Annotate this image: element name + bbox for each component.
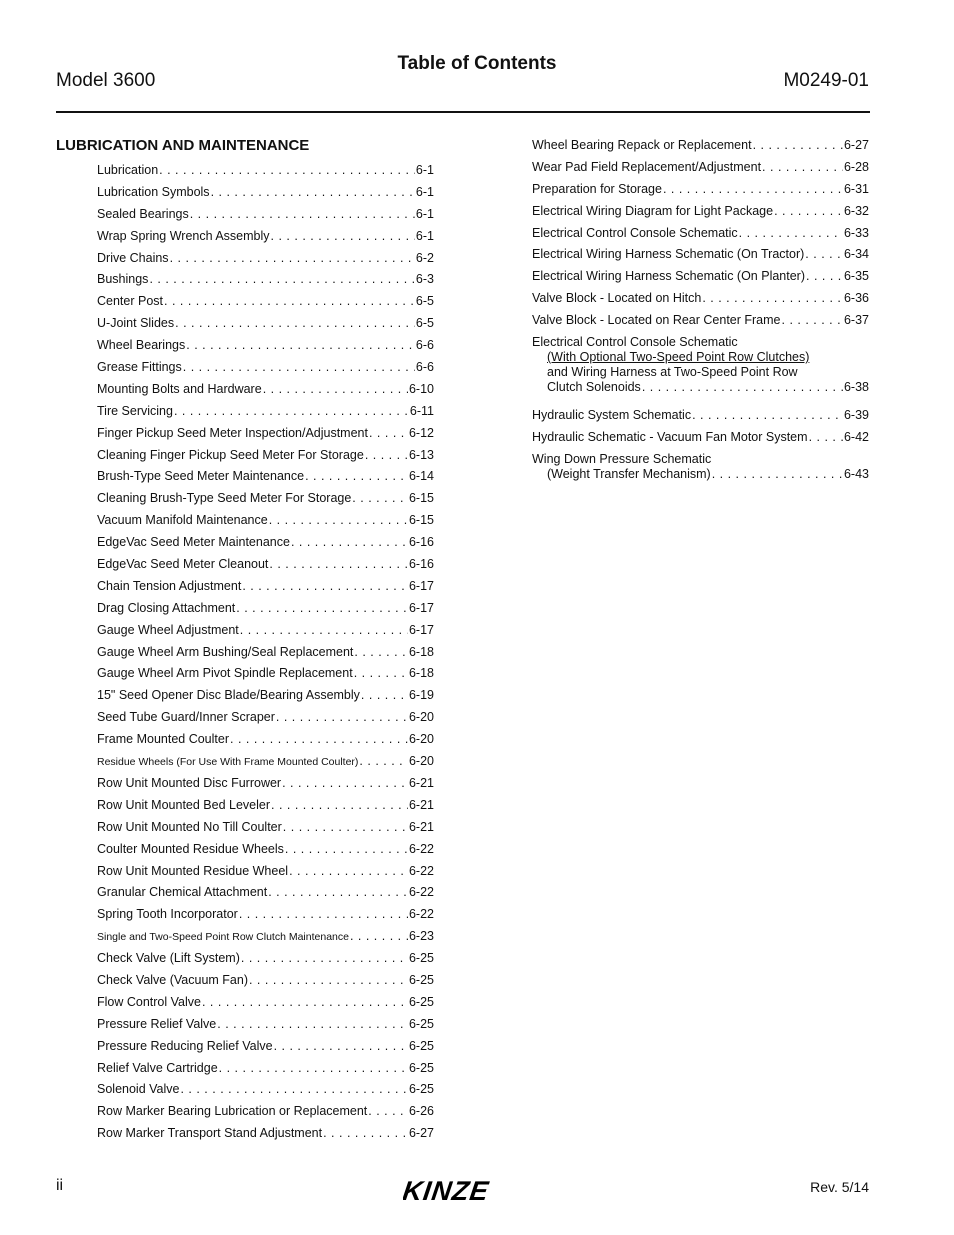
toc-entry-title: Spring Tooth Incorporator bbox=[97, 907, 238, 922]
dot-leader bbox=[753, 135, 843, 155]
toc-entry-page: 6-16 bbox=[408, 557, 434, 572]
toc-entry-page: 6-25 bbox=[408, 1060, 434, 1075]
toc-entry-page: 6-15 bbox=[408, 513, 434, 528]
toc-entry[interactable] bbox=[97, 248, 434, 270]
toc-entry-title: Chain Tension Adjustment bbox=[97, 578, 242, 593]
toc-entry[interactable] bbox=[97, 948, 434, 970]
toc-entry-title: Coulter Mounted Residue Wheels bbox=[97, 841, 284, 856]
toc-entry-page: 6-35 bbox=[843, 269, 869, 284]
toc-entry-page: 6-25 bbox=[408, 994, 434, 1009]
toc-entry-page: 6-22 bbox=[408, 863, 434, 878]
toc-entry-page: 6-25 bbox=[408, 1082, 434, 1097]
toc-entry-page: 6-27 bbox=[408, 1126, 434, 1141]
toc-entry[interactable] bbox=[97, 926, 434, 948]
toc-entry-title: Row Unit Mounted Disc Furrower bbox=[97, 775, 282, 790]
toc-entry[interactable] bbox=[97, 1014, 434, 1036]
toc-entry-page: 6-20 bbox=[408, 710, 434, 725]
dot-leader bbox=[164, 291, 415, 311]
toc-left-column bbox=[97, 160, 434, 1145]
toc-entry-title: Finger Pickup Seed Meter Inspection/Adjustment bbox=[97, 425, 368, 440]
toc-entry-page: 6-20 bbox=[408, 732, 434, 747]
toc-entry[interactable] bbox=[532, 332, 869, 401]
toc-entry-page: 6-43 bbox=[843, 466, 869, 481]
toc-entry[interactable] bbox=[97, 291, 434, 313]
toc-entry-page: 6-28 bbox=[843, 159, 869, 174]
toc-entry-page: 6-34 bbox=[843, 247, 869, 262]
toc-entry-title: Cleaning Finger Pickup Seed Meter For Storage bbox=[97, 447, 364, 462]
toc-entry-page: 6-3 bbox=[415, 272, 434, 287]
kinze-logo bbox=[403, 1176, 523, 1211]
toc-entry-title: Frame Mounted Coulter bbox=[97, 732, 230, 747]
toc-entry-title: Hydraulic System Schematic bbox=[532, 408, 692, 423]
toc-entry-title: Cleaning Brush-Type Seed Meter For Storage bbox=[97, 491, 352, 506]
toc-entry-page: 6-31 bbox=[843, 181, 869, 196]
dot-leader bbox=[180, 1079, 408, 1099]
section-heading: LUBRICATION AND MAINTENANCE bbox=[56, 137, 310, 154]
toc-entry-page: 6-23 bbox=[408, 929, 434, 944]
toc-entry[interactable] bbox=[97, 226, 434, 248]
toc-entry-page: 6-5 bbox=[415, 316, 434, 331]
toc-entry-page: 6-5 bbox=[415, 294, 434, 309]
toc-entry-page: 6-33 bbox=[843, 225, 869, 240]
toc-entry[interactable] bbox=[97, 160, 434, 182]
dot-leader bbox=[642, 380, 843, 395]
dot-leader bbox=[190, 204, 415, 224]
toc-entry[interactable] bbox=[97, 642, 434, 664]
dot-leader bbox=[183, 357, 415, 377]
toc-entry[interactable] bbox=[532, 310, 869, 332]
toc-entry[interactable] bbox=[97, 598, 434, 620]
toc-entry-title: Pressure Reducing Relief Valve bbox=[97, 1038, 273, 1053]
dot-leader bbox=[149, 269, 414, 289]
toc-entry-title: Wheel Bearing Repack or Replacement bbox=[532, 138, 752, 152]
toc-entry-page: 6-20 bbox=[408, 754, 434, 769]
toc-entry-title: Brush-Type Seed Meter Maintenance bbox=[97, 469, 305, 484]
toc-entry-page: 6-12 bbox=[408, 425, 434, 440]
dot-leader bbox=[354, 663, 408, 683]
dot-leader bbox=[249, 970, 408, 990]
dot-leader bbox=[712, 467, 843, 482]
toc-entry-title: Granular Chemical Attachment bbox=[97, 885, 268, 900]
toc-entry-page: 6-1 bbox=[415, 184, 434, 199]
toc-entry-page: 6-1 bbox=[415, 163, 434, 177]
toc-entry-title: Seed Tube Guard/Inner Scraper bbox=[97, 710, 275, 725]
toc-entry[interactable] bbox=[97, 532, 434, 554]
dot-leader bbox=[242, 576, 408, 596]
toc-entry-title: Gauge Wheel Arm Bushing/Seal Replacement bbox=[97, 644, 354, 659]
toc-entry-title: Row Marker Bearing Lubrication or Replacement bbox=[97, 1104, 368, 1119]
dot-leader bbox=[174, 401, 409, 421]
toc-entry[interactable] bbox=[97, 1058, 434, 1080]
toc-entry[interactable] bbox=[97, 401, 434, 423]
toc-entry-page: 6-17 bbox=[408, 600, 434, 615]
toc-entry-page: 6-37 bbox=[843, 313, 869, 328]
toc-entry-subtitle: (With Optional Two-Speed Point Row Clutches) bbox=[547, 350, 810, 365]
dot-leader bbox=[271, 226, 415, 246]
toc-entry-title: Tire Servicing bbox=[97, 403, 173, 418]
toc-entry-title: Vacuum Manifold Maintenance bbox=[97, 513, 268, 528]
dot-leader bbox=[217, 1014, 408, 1034]
toc-entry-page: 6-42 bbox=[843, 429, 869, 444]
toc-entry-title: Check Valve (Vacuum Fan) bbox=[97, 972, 248, 987]
toc-entry-title: EdgeVac Seed Meter Cleanout bbox=[97, 557, 269, 572]
dot-leader bbox=[175, 313, 415, 333]
toc-entry[interactable] bbox=[97, 379, 434, 401]
toc-entry-page: 6-32 bbox=[843, 203, 869, 218]
dot-leader bbox=[289, 861, 408, 881]
dot-leader bbox=[239, 904, 408, 924]
toc-entry[interactable] bbox=[97, 882, 434, 904]
toc-entry[interactable] bbox=[97, 335, 434, 357]
toc-entry[interactable] bbox=[532, 427, 869, 449]
dot-leader bbox=[170, 248, 415, 268]
toc-entry-title: Electrical Wiring Harness Schematic (On Tractor) bbox=[532, 247, 805, 262]
toc-entry-subtitle: Clutch Solenoids bbox=[547, 380, 641, 395]
toc-entry[interactable] bbox=[532, 223, 869, 245]
toc-entry-title: Gauge Wheel Arm Pivot Spindle Replacement bbox=[97, 666, 353, 681]
dot-leader bbox=[805, 244, 843, 264]
dot-leader bbox=[240, 620, 408, 640]
page-title: Table of Contents bbox=[397, 53, 557, 74]
model-label: Model 3600 bbox=[56, 70, 156, 91]
toc-entry-subtitle: (Weight Transfer Mechanism) bbox=[547, 466, 711, 481]
toc-entry[interactable] bbox=[532, 201, 869, 223]
toc-entry-page: 6-16 bbox=[408, 535, 434, 550]
toc-entry[interactable] bbox=[532, 405, 869, 427]
toc-entry-page: 6-18 bbox=[408, 666, 434, 681]
toc-entry-page: 6-25 bbox=[408, 972, 434, 987]
toc-entry[interactable] bbox=[532, 288, 869, 310]
toc-entry-title: Residue Wheels (For Use With Frame Mounted Coulter) bbox=[97, 756, 359, 769]
dot-leader bbox=[354, 642, 408, 662]
toc-entry-title: Bushings bbox=[97, 272, 149, 287]
header-rule bbox=[56, 111, 870, 113]
dot-leader bbox=[305, 466, 408, 486]
toc-entry-page: 6-14 bbox=[408, 469, 434, 484]
dot-leader bbox=[271, 795, 408, 815]
toc-entry[interactable] bbox=[97, 1036, 434, 1058]
dot-leader bbox=[692, 405, 843, 425]
toc-entry-title: Wing Down Pressure Schematic bbox=[532, 451, 712, 466]
toc-entry[interactable] bbox=[532, 244, 869, 266]
toc-entry[interactable] bbox=[97, 488, 434, 510]
revision-label: Rev. 5/14 bbox=[810, 1179, 869, 1195]
toc-entry[interactable] bbox=[97, 182, 434, 204]
toc-entry-page: 6-21 bbox=[408, 775, 434, 790]
dot-leader bbox=[739, 223, 843, 243]
toc-entry[interactable] bbox=[97, 729, 434, 751]
toc-entry[interactable] bbox=[97, 269, 434, 291]
toc-entry-page: 6-1 bbox=[415, 228, 434, 243]
dot-leader bbox=[159, 160, 415, 180]
dot-leader bbox=[702, 288, 843, 308]
toc-entry-title: 15" Seed Opener Disc Blade/Bearing Assembly bbox=[97, 688, 360, 703]
toc-entry-title: U-Joint Slides bbox=[97, 316, 175, 331]
toc-entry-page: 6-22 bbox=[408, 841, 434, 856]
dot-leader bbox=[359, 751, 408, 771]
dot-leader bbox=[285, 839, 408, 859]
dot-leader bbox=[774, 201, 843, 221]
toc-entry-page: 6-2 bbox=[415, 250, 434, 265]
toc-entry-title: Row Marker Transport Stand Adjustment bbox=[97, 1126, 323, 1141]
toc-entry[interactable] bbox=[97, 313, 434, 335]
toc-entry-title: Preparation for Storage bbox=[532, 181, 662, 196]
toc-entry-title: Row Unit Mounted Residue Wheel bbox=[97, 863, 289, 878]
toc-entry-title: Gauge Wheel Adjustment bbox=[97, 622, 239, 637]
toc-entry-title: Relief Valve Cartridge bbox=[97, 1060, 218, 1075]
dot-leader bbox=[269, 554, 408, 574]
toc-entry-title: Electrical Control Console Schematic bbox=[532, 335, 738, 350]
toc-entry-title: Electrical Control Console Schematic bbox=[532, 225, 738, 240]
toc-entry[interactable] bbox=[532, 179, 869, 201]
toc-entry[interactable] bbox=[97, 466, 434, 488]
toc-entry-title: Valve Block - Located on Rear Center Frame bbox=[532, 313, 781, 328]
toc-entry-title: Sealed Bearings bbox=[97, 206, 189, 221]
toc-entry-page: 6-38 bbox=[843, 380, 869, 395]
toc-entry-page: 6-26 bbox=[408, 1104, 434, 1119]
toc-entry-title: Wrap Spring Wrench Assembly bbox=[97, 228, 270, 243]
toc-entry[interactable] bbox=[97, 751, 434, 773]
toc-entry-title: Pressure Relief Valve bbox=[97, 1016, 217, 1031]
toc-entry[interactable] bbox=[97, 576, 434, 598]
toc-entry[interactable] bbox=[97, 861, 434, 883]
toc-entry[interactable] bbox=[97, 773, 434, 795]
dot-leader bbox=[268, 882, 408, 902]
toc-entry-title: Single and Two-Speed Point Row Clutch Maintenance bbox=[97, 931, 349, 944]
toc-entry-page: 6-27 bbox=[843, 138, 869, 152]
dot-leader bbox=[241, 948, 408, 968]
toc-entry[interactable] bbox=[97, 620, 434, 642]
dot-leader bbox=[186, 335, 415, 355]
dot-leader bbox=[809, 427, 843, 447]
dot-leader bbox=[230, 729, 408, 749]
dot-leader bbox=[323, 1123, 408, 1143]
toc-entry[interactable] bbox=[97, 423, 434, 445]
toc-entry-title: Lubrication Symbols bbox=[97, 184, 210, 199]
dot-leader bbox=[276, 707, 408, 727]
toc-entry[interactable] bbox=[97, 839, 434, 861]
toc-entry-title: Center Post bbox=[97, 294, 164, 309]
toc-entry[interactable] bbox=[97, 204, 434, 226]
toc-entry-title: Drive Chains bbox=[97, 250, 169, 265]
toc-entry[interactable] bbox=[97, 817, 434, 839]
dot-leader bbox=[762, 157, 843, 177]
toc-entry-page: 6-25 bbox=[408, 1038, 434, 1053]
toc-entry[interactable] bbox=[97, 904, 434, 926]
dot-leader bbox=[236, 598, 408, 618]
dot-leader bbox=[369, 423, 408, 443]
toc-entry-title: Electrical Wiring Diagram for Light Package bbox=[532, 203, 774, 218]
toc-entry-page: 6-36 bbox=[843, 291, 869, 306]
toc-entry-page: 6-25 bbox=[408, 1016, 434, 1031]
toc-entry-title: Mounting Bolts and Hardware bbox=[97, 381, 262, 396]
toc-entry-page: 6-19 bbox=[408, 688, 434, 703]
toc-entry-title: Hydraulic Schematic - Vacuum Fan Motor System bbox=[532, 429, 808, 444]
dot-leader bbox=[663, 179, 843, 199]
toc-entry-subtitle: and Wiring Harness at Two-Speed Point Row bbox=[547, 365, 798, 380]
toc-entry-title: Row Unit Mounted Bed Leveler bbox=[97, 797, 271, 812]
toc-entry[interactable] bbox=[532, 157, 869, 179]
toc-entry-page: 6-39 bbox=[843, 408, 869, 423]
toc-right-column bbox=[532, 135, 869, 482]
toc-entry-page: 6-25 bbox=[408, 951, 434, 966]
toc-entry-page: 6-17 bbox=[408, 622, 434, 637]
toc-entry-title: Wheel Bearings bbox=[97, 338, 186, 353]
toc-entry[interactable] bbox=[97, 1101, 434, 1123]
toc-entry[interactable] bbox=[97, 707, 434, 729]
dot-leader bbox=[352, 488, 408, 508]
toc-entry-title: Drag Closing Attachment bbox=[97, 600, 236, 615]
toc-entry[interactable] bbox=[97, 554, 434, 576]
toc-entry[interactable] bbox=[532, 449, 869, 482]
toc-entry-title: Grease Fittings bbox=[97, 360, 182, 375]
dot-leader bbox=[806, 266, 843, 286]
dot-leader bbox=[263, 379, 408, 399]
toc-entry-page: 6-21 bbox=[408, 797, 434, 812]
toc-entry-title: Solenoid Valve bbox=[97, 1082, 180, 1097]
toc-entry[interactable] bbox=[97, 663, 434, 685]
dot-leader bbox=[202, 992, 408, 1012]
dot-leader bbox=[368, 1101, 408, 1121]
dot-leader bbox=[365, 445, 408, 465]
page-number: ii bbox=[56, 1177, 64, 1194]
document-number: M0249-01 bbox=[783, 70, 869, 91]
toc-entry-title: Flow Control Valve bbox=[97, 994, 201, 1009]
toc-entry[interactable] bbox=[97, 510, 434, 532]
toc-entry-page: 6-15 bbox=[408, 491, 434, 506]
toc-entry-title: Lubrication bbox=[97, 163, 159, 177]
toc-entry-page: 6-21 bbox=[408, 819, 434, 834]
dot-leader bbox=[269, 510, 408, 530]
dot-leader bbox=[274, 1036, 408, 1056]
toc-entry-page: 6-6 bbox=[415, 360, 434, 375]
toc-entry[interactable] bbox=[97, 795, 434, 817]
toc-entry[interactable] bbox=[97, 357, 434, 379]
toc-entry[interactable] bbox=[97, 970, 434, 992]
dot-leader bbox=[283, 817, 408, 837]
toc-entry[interactable] bbox=[97, 685, 434, 707]
toc-entry[interactable] bbox=[97, 1079, 434, 1101]
toc-entry-title: Check Valve (Lift System) bbox=[97, 951, 240, 966]
toc-entry-page: 6-1 bbox=[415, 206, 434, 221]
toc-entry-page: 6-6 bbox=[415, 338, 434, 353]
toc-entry-title: Valve Block - Located on Hitch bbox=[532, 291, 702, 306]
toc-entry-page: 6-13 bbox=[408, 447, 434, 462]
toc-entry-page: 6-11 bbox=[409, 403, 434, 418]
dot-leader bbox=[211, 182, 415, 202]
dot-leader bbox=[219, 1058, 408, 1078]
toc-entry-title: Wear Pad Field Replacement/Adjustment bbox=[532, 159, 762, 174]
dot-leader bbox=[361, 685, 408, 705]
toc-entry-page: 6-10 bbox=[408, 381, 434, 396]
toc-entry-page: 6-17 bbox=[408, 578, 434, 593]
toc-entry[interactable] bbox=[97, 992, 434, 1014]
toc-entry-page: 6-22 bbox=[408, 907, 434, 922]
toc-entry-title: EdgeVac Seed Meter Maintenance bbox=[97, 535, 290, 550]
toc-entry[interactable] bbox=[97, 445, 434, 467]
dot-leader bbox=[350, 926, 408, 946]
svg-text:KINZE: KINZE bbox=[403, 1176, 492, 1206]
dot-leader bbox=[782, 310, 843, 330]
dot-leader bbox=[291, 532, 408, 552]
toc-entry[interactable] bbox=[532, 135, 869, 157]
toc-entry[interactable] bbox=[97, 1123, 434, 1145]
toc-entry-page: 6-18 bbox=[408, 644, 434, 659]
toc-entry-title: Row Unit Mounted No Till Coulter bbox=[97, 819, 282, 834]
toc-entry-page: 6-22 bbox=[408, 885, 434, 900]
dot-leader bbox=[282, 773, 408, 793]
toc-entry-title: Electrical Wiring Harness Schematic (On Planter) bbox=[532, 269, 805, 284]
toc-entry[interactable] bbox=[532, 266, 869, 288]
